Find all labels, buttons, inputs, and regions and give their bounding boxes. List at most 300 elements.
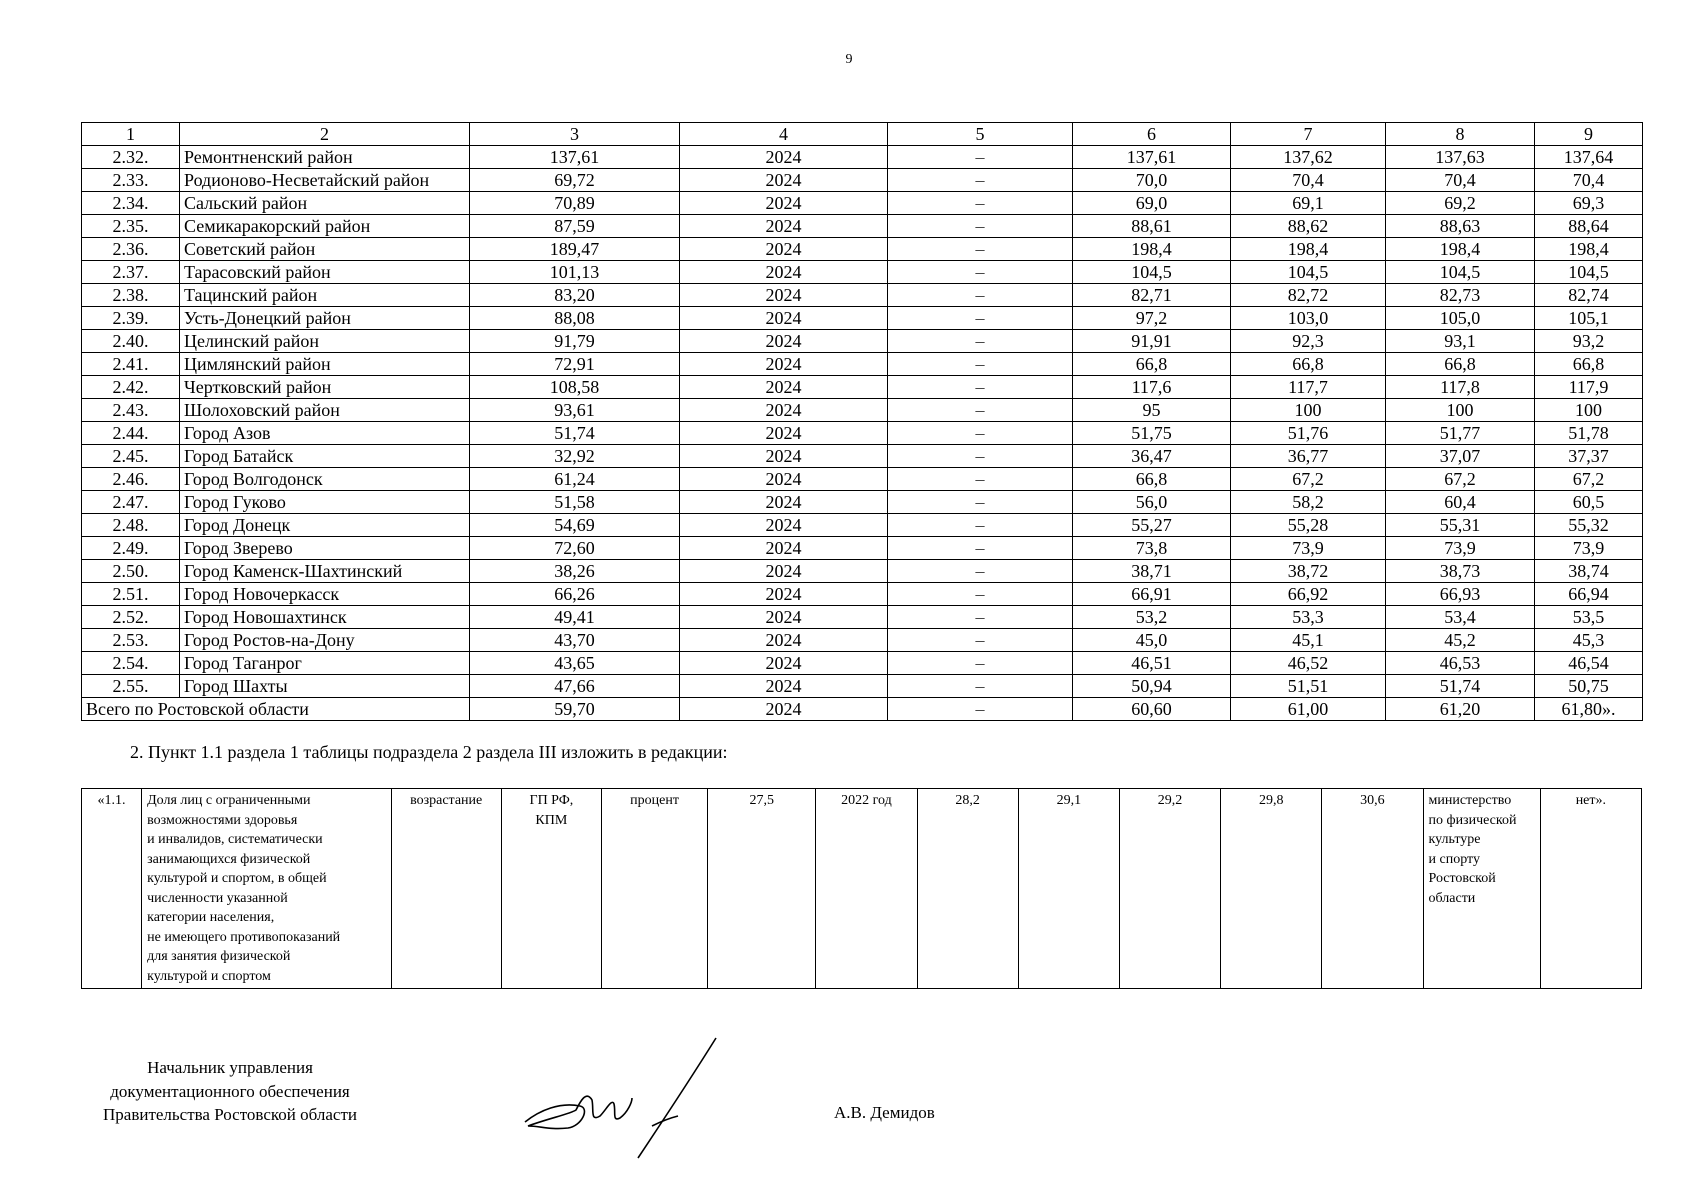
text-line: ГП РФ,: [529, 793, 574, 808]
column-7-value: 92,3: [1231, 330, 1386, 353]
column-8-value: 51,74: [1386, 675, 1535, 698]
indicator-row: [82, 789, 1642, 989]
column-6-value: 82,71: [1073, 284, 1231, 307]
column-9-value: 82,74: [1535, 284, 1643, 307]
column-5-value: –: [888, 146, 1073, 169]
column-8-value: 53,4: [1386, 606, 1535, 629]
total-base: 59,70: [470, 698, 680, 721]
table-row: [82, 169, 1643, 192]
total-c8: 61,20: [1386, 698, 1535, 721]
row-number: 2.36.: [82, 238, 180, 261]
indicator-table: [81, 788, 1642, 989]
column-8-value: 198,4: [1386, 238, 1535, 261]
column-9-value: 70,4: [1535, 169, 1643, 192]
column-5-value: –: [888, 353, 1073, 376]
column-7-value: 82,72: [1231, 284, 1386, 307]
column-7-value: 104,5: [1231, 261, 1386, 284]
total-c9: 61,80».: [1535, 698, 1643, 721]
column-6-value: 55,27: [1073, 514, 1231, 537]
column-5-value: –: [888, 468, 1073, 491]
column-9-value: 69,3: [1535, 192, 1643, 215]
column-6-value: 97,2: [1073, 307, 1231, 330]
base-value: 51,74: [470, 422, 680, 445]
base-value: 88,08: [470, 307, 680, 330]
column-7-value: 117,7: [1231, 376, 1386, 399]
row-number: 2.48.: [82, 514, 180, 537]
column-5-value: –: [888, 330, 1073, 353]
table-row: [82, 537, 1643, 560]
base-value: 43,70: [470, 629, 680, 652]
column-9-value: 46,54: [1535, 652, 1643, 675]
column-header: 3: [470, 123, 680, 146]
base-value: 38,26: [470, 560, 680, 583]
table-row: [82, 468, 1643, 491]
row-number: 2.43.: [82, 399, 180, 422]
column-8-value: 137,63: [1386, 146, 1535, 169]
column-header: 8: [1386, 123, 1535, 146]
column-9-value: 37,37: [1535, 445, 1643, 468]
base-year: 2024: [680, 629, 888, 652]
base-year: 2024: [680, 491, 888, 514]
column-5-value: –: [888, 169, 1073, 192]
column-8-value: 73,9: [1386, 537, 1535, 560]
municipality-name: Город Таганрог: [180, 652, 470, 675]
base-value: 87,59: [470, 215, 680, 238]
column-6-value: 38,71: [1073, 560, 1231, 583]
column-8-value: 82,73: [1386, 284, 1535, 307]
municipality-name: Сальский район: [180, 192, 470, 215]
row-number: 2.34.: [82, 192, 180, 215]
row-number: 2.41.: [82, 353, 180, 376]
column-9-value: 105,1: [1535, 307, 1643, 330]
indicator-value: 28,2: [917, 789, 1018, 989]
column-6-value: 56,0: [1073, 491, 1231, 514]
indicator-responsible: [1423, 789, 1540, 989]
row-number: 2.45.: [82, 445, 180, 468]
row-number: 2.52.: [82, 606, 180, 629]
text-line: по физической: [1428, 812, 1517, 828]
row-number: 2.47.: [82, 491, 180, 514]
column-7-value: 198,4: [1231, 238, 1386, 261]
column-header: 1: [82, 123, 180, 146]
column-7-value: 45,1: [1231, 629, 1386, 652]
text-line: министерство: [1428, 793, 1512, 808]
base-year: 2024: [680, 215, 888, 238]
column-8-value: 46,53: [1386, 652, 1535, 675]
column-7-value: 46,52: [1231, 652, 1386, 675]
text-line: культурой и спортом: [147, 968, 271, 984]
base-year: 2024: [680, 514, 888, 537]
table-row: [82, 399, 1643, 422]
column-header: 9: [1535, 123, 1643, 146]
signatory-title-line: документационного обеспечения: [110, 1081, 350, 1101]
row-number: 2.46.: [82, 468, 180, 491]
total-row: [82, 698, 1643, 721]
base-year: 2024: [680, 353, 888, 376]
table-row: [82, 307, 1643, 330]
municipality-name: Город Азов: [180, 422, 470, 445]
base-value: 108,58: [470, 376, 680, 399]
column-6-value: 66,91: [1073, 583, 1231, 606]
base-value: 49,41: [470, 606, 680, 629]
row-number: 2.32.: [82, 146, 180, 169]
base-value: 137,61: [470, 146, 680, 169]
table-row: [82, 445, 1643, 468]
text-line: для занятия физической: [147, 949, 291, 964]
base-value: 43,65: [470, 652, 680, 675]
table-row: [82, 514, 1643, 537]
base-value: 101,13: [470, 261, 680, 284]
base-year: 2024: [680, 583, 888, 606]
municipality-name: Родионово-Несветайский район: [180, 169, 470, 192]
table-row: [82, 376, 1643, 399]
municipality-name: Семикаракорский район: [180, 215, 470, 238]
base-year: 2024: [680, 169, 888, 192]
row-number: 2.44.: [82, 422, 180, 445]
column-6-value: 117,6: [1073, 376, 1231, 399]
text-line: Доля лиц с ограниченными: [147, 793, 311, 808]
column-9-value: 38,74: [1535, 560, 1643, 583]
municipality-name: Город Батайск: [180, 445, 470, 468]
text-line: численности указанной: [147, 890, 288, 906]
column-9-value: 117,9: [1535, 376, 1643, 399]
column-7-value: 66,92: [1231, 583, 1386, 606]
column-6-value: 73,8: [1073, 537, 1231, 560]
column-9-value: 45,3: [1535, 629, 1643, 652]
column-7-value: 100: [1231, 399, 1386, 422]
base-value: 32,92: [470, 445, 680, 468]
row-number: 2.49.: [82, 537, 180, 560]
base-year: 2024: [680, 238, 888, 261]
table-row: [82, 146, 1643, 169]
column-8-value: 117,8: [1386, 376, 1535, 399]
municipality-name: Город Волгодонск: [180, 468, 470, 491]
column-6-value: 91,91: [1073, 330, 1231, 353]
column-7-value: 69,1: [1231, 192, 1386, 215]
text-line: занимающихся физической: [147, 851, 311, 867]
column-8-value: 69,2: [1386, 192, 1535, 215]
column-7-value: 70,4: [1231, 169, 1386, 192]
column-5-value: –: [888, 537, 1073, 560]
table-header-row: [82, 123, 1643, 146]
base-year: 2024: [680, 330, 888, 353]
text-line: культуре: [1428, 832, 1481, 847]
column-header: 4: [680, 123, 888, 146]
column-8-value: 38,73: [1386, 560, 1535, 583]
indicator-direction: возрастание: [391, 789, 501, 989]
column-7-value: 55,28: [1231, 514, 1386, 537]
table-row: [82, 652, 1643, 675]
column-5-value: –: [888, 514, 1073, 537]
signatory-title: [70, 1056, 390, 1127]
column-5-value: –: [888, 422, 1073, 445]
municipality-name: Тацинский район: [180, 284, 470, 307]
base-year: 2024: [680, 192, 888, 215]
signatory-title-line: Правительства Ростовской области: [103, 1105, 357, 1124]
municipality-name: Усть-Донецкий район: [180, 307, 470, 330]
row-number: 2.51.: [82, 583, 180, 606]
column-9-value: 60,5: [1535, 491, 1643, 514]
column-5-value: –: [888, 399, 1073, 422]
total-year: 2024: [680, 698, 888, 721]
column-8-value: 93,1: [1386, 330, 1535, 353]
column-7-value: 53,3: [1231, 606, 1386, 629]
text-line: и спорту: [1428, 851, 1480, 867]
column-9-value: 104,5: [1535, 261, 1643, 284]
column-8-value: 100: [1386, 399, 1535, 422]
table-row: [82, 491, 1643, 514]
table-row: [82, 330, 1643, 353]
column-5-value: –: [888, 583, 1073, 606]
column-9-value: 66,94: [1535, 583, 1643, 606]
column-9-value: 53,5: [1535, 606, 1643, 629]
base-year: 2024: [680, 445, 888, 468]
municipality-name: Тарасовский район: [180, 261, 470, 284]
base-year: 2024: [680, 606, 888, 629]
table-row: [82, 192, 1643, 215]
column-5-value: –: [888, 307, 1073, 330]
municipality-name: Город Гуково: [180, 491, 470, 514]
column-5-value: –: [888, 261, 1073, 284]
base-year: 2024: [680, 652, 888, 675]
text-line: КПМ: [535, 812, 568, 828]
total-c7: 61,00: [1231, 698, 1386, 721]
base-value: 72,60: [470, 537, 680, 560]
column-6-value: 46,51: [1073, 652, 1231, 675]
column-9-value: 66,8: [1535, 353, 1643, 376]
column-5-value: –: [888, 675, 1073, 698]
page-number: 9: [845, 52, 853, 67]
base-value: 51,58: [470, 491, 680, 514]
indicator-last: нет».: [1540, 789, 1641, 989]
column-9-value: 93,2: [1535, 330, 1643, 353]
column-8-value: 67,2: [1386, 468, 1535, 491]
municipality-name: Город Новошахтинск: [180, 606, 470, 629]
base-year: 2024: [680, 537, 888, 560]
column-9-value: 198,4: [1535, 238, 1643, 261]
column-9-value: 55,32: [1535, 514, 1643, 537]
column-7-value: 58,2: [1231, 491, 1386, 514]
row-number: 2.55.: [82, 675, 180, 698]
column-6-value: 53,2: [1073, 606, 1231, 629]
column-7-value: 66,8: [1231, 353, 1386, 376]
municipality-name: Город Каменск-Шахтинский: [180, 560, 470, 583]
column-5-value: –: [888, 238, 1073, 261]
indicator-base-year: 2022 год: [816, 789, 917, 989]
column-5-value: –: [888, 215, 1073, 238]
municipality-name: Город Ростов-на-Дону: [180, 629, 470, 652]
column-9-value: 51,78: [1535, 422, 1643, 445]
signatory-name: А.В. Демидов: [834, 1103, 935, 1122]
targets-table: [81, 122, 1643, 721]
base-value: 61,24: [470, 468, 680, 491]
text-line: Ростовской: [1428, 871, 1496, 886]
municipality-name: Советский район: [180, 238, 470, 261]
base-value: 69,72: [470, 169, 680, 192]
base-value: 54,69: [470, 514, 680, 537]
text-line: категории населения,: [147, 910, 275, 925]
row-number: 2.38.: [82, 284, 180, 307]
column-7-value: 67,2: [1231, 468, 1386, 491]
signatory-title-line: Начальник управления: [147, 1058, 313, 1077]
column-8-value: 105,0: [1386, 307, 1535, 330]
table-row: [82, 560, 1643, 583]
column-5-value: –: [888, 606, 1073, 629]
row-number: 2.42.: [82, 376, 180, 399]
column-header: 6: [1073, 123, 1231, 146]
table-row: [82, 215, 1643, 238]
column-8-value: 60,4: [1386, 491, 1535, 514]
total-label: Всего по Ростовской области: [82, 698, 470, 721]
column-9-value: 88,64: [1535, 215, 1643, 238]
base-year: 2024: [680, 376, 888, 399]
column-5-value: –: [888, 376, 1073, 399]
text-line: области: [1428, 890, 1476, 906]
column-7-value: 88,62: [1231, 215, 1386, 238]
base-value: 189,47: [470, 238, 680, 261]
table-row: [82, 261, 1643, 284]
column-5-value: –: [888, 491, 1073, 514]
indicator-number: «1.1.: [82, 789, 142, 989]
column-6-value: 69,0: [1073, 192, 1231, 215]
base-value: 47,66: [470, 675, 680, 698]
amendment-paragraph: 2. Пункт 1.1 раздела 1 таблицы подраздела 2 раздела III изложить в редакции:: [130, 742, 728, 762]
table-row: [82, 606, 1643, 629]
municipality-name: Город Шахты: [180, 675, 470, 698]
municipality-name: Цимлянский район: [180, 353, 470, 376]
row-number: 2.37.: [82, 261, 180, 284]
column-6-value: 45,0: [1073, 629, 1231, 652]
base-value: 70,89: [470, 192, 680, 215]
base-year: 2024: [680, 146, 888, 169]
municipality-name: Город Донецк: [180, 514, 470, 537]
base-year: 2024: [680, 468, 888, 491]
column-9-value: 137,64: [1535, 146, 1643, 169]
column-6-value: 198,4: [1073, 238, 1231, 261]
column-6-value: 66,8: [1073, 468, 1231, 491]
column-6-value: 88,61: [1073, 215, 1231, 238]
column-9-value: 100: [1535, 399, 1643, 422]
column-header: 5: [888, 123, 1073, 146]
row-number: 2.35.: [82, 215, 180, 238]
column-header: 2: [180, 123, 470, 146]
base-value: 93,61: [470, 399, 680, 422]
base-year: 2024: [680, 675, 888, 698]
column-6-value: 104,5: [1073, 261, 1231, 284]
column-6-value: 137,61: [1073, 146, 1231, 169]
column-7-value: 137,62: [1231, 146, 1386, 169]
text-line: и инвалидов, систематически: [147, 832, 323, 847]
column-5-value: –: [888, 445, 1073, 468]
base-year: 2024: [680, 261, 888, 284]
row-number: 2.54.: [82, 652, 180, 675]
column-9-value: 67,2: [1535, 468, 1643, 491]
base-value: 72,91: [470, 353, 680, 376]
row-number: 2.33.: [82, 169, 180, 192]
column-5-value: –: [888, 192, 1073, 215]
municipality-name: Чертковский район: [180, 376, 470, 399]
base-value: 91,79: [470, 330, 680, 353]
column-6-value: 70,0: [1073, 169, 1231, 192]
indicator-source: [501, 789, 601, 989]
row-number: 2.53.: [82, 629, 180, 652]
base-year: 2024: [680, 422, 888, 445]
municipality-name: Ремонтненский район: [180, 146, 470, 169]
indicator-value: 30,6: [1322, 789, 1423, 989]
municipality-name: Город Новочеркасск: [180, 583, 470, 606]
row-number: 2.50.: [82, 560, 180, 583]
row-number: 2.40.: [82, 330, 180, 353]
column-8-value: 70,4: [1386, 169, 1535, 192]
table-row: [82, 284, 1643, 307]
municipality-name: Город Зверево: [180, 537, 470, 560]
column-7-value: 51,51: [1231, 675, 1386, 698]
column-8-value: 37,07: [1386, 445, 1535, 468]
column-8-value: 88,63: [1386, 215, 1535, 238]
base-value: 66,26: [470, 583, 680, 606]
column-8-value: 51,77: [1386, 422, 1535, 445]
indicator-base-value: 27,5: [708, 789, 816, 989]
column-7-value: 73,9: [1231, 537, 1386, 560]
column-8-value: 45,2: [1386, 629, 1535, 652]
indicator-value: 29,1: [1018, 789, 1119, 989]
column-7-value: 36,77: [1231, 445, 1386, 468]
column-9-value: 73,9: [1535, 537, 1643, 560]
column-8-value: 104,5: [1386, 261, 1535, 284]
column-8-value: 55,31: [1386, 514, 1535, 537]
base-year: 2024: [680, 560, 888, 583]
municipality-name: Целинский район: [180, 330, 470, 353]
column-header: 7: [1231, 123, 1386, 146]
column-6-value: 95: [1073, 399, 1231, 422]
table-row: [82, 353, 1643, 376]
indicator-value: 29,8: [1221, 789, 1322, 989]
handwritten-signature: [520, 1030, 730, 1170]
base-value: 83,20: [470, 284, 680, 307]
column-5-value: –: [888, 560, 1073, 583]
column-7-value: 38,72: [1231, 560, 1386, 583]
indicator-name: [142, 789, 391, 989]
base-year: 2024: [680, 284, 888, 307]
base-year: 2024: [680, 307, 888, 330]
column-7-value: 103,0: [1231, 307, 1386, 330]
column-6-value: 66,8: [1073, 353, 1231, 376]
column-7-value: 51,76: [1231, 422, 1386, 445]
column-5-value: –: [888, 284, 1073, 307]
column-6-value: 51,75: [1073, 422, 1231, 445]
indicator-value: 29,2: [1119, 789, 1220, 989]
text-line: возможностями здоровья: [147, 812, 298, 828]
base-year: 2024: [680, 399, 888, 422]
text-line: не имеющего противопоказаний: [147, 929, 341, 945]
column-5-value: –: [888, 629, 1073, 652]
column-9-value: 50,75: [1535, 675, 1643, 698]
text-line: культурой и спортом, в общей: [147, 871, 327, 886]
column-5-value: –: [888, 652, 1073, 675]
table-row: [82, 629, 1643, 652]
column-6-value: 36,47: [1073, 445, 1231, 468]
table-row: [82, 238, 1643, 261]
table-row: [82, 675, 1643, 698]
table-row: [82, 422, 1643, 445]
table-row: [82, 583, 1643, 606]
total-c5: –: [888, 698, 1073, 721]
indicator-unit: процент: [601, 789, 707, 989]
municipality-name: Шолоховский район: [180, 399, 470, 422]
row-number: 2.39.: [82, 307, 180, 330]
column-6-value: 50,94: [1073, 675, 1231, 698]
column-8-value: 66,93: [1386, 583, 1535, 606]
